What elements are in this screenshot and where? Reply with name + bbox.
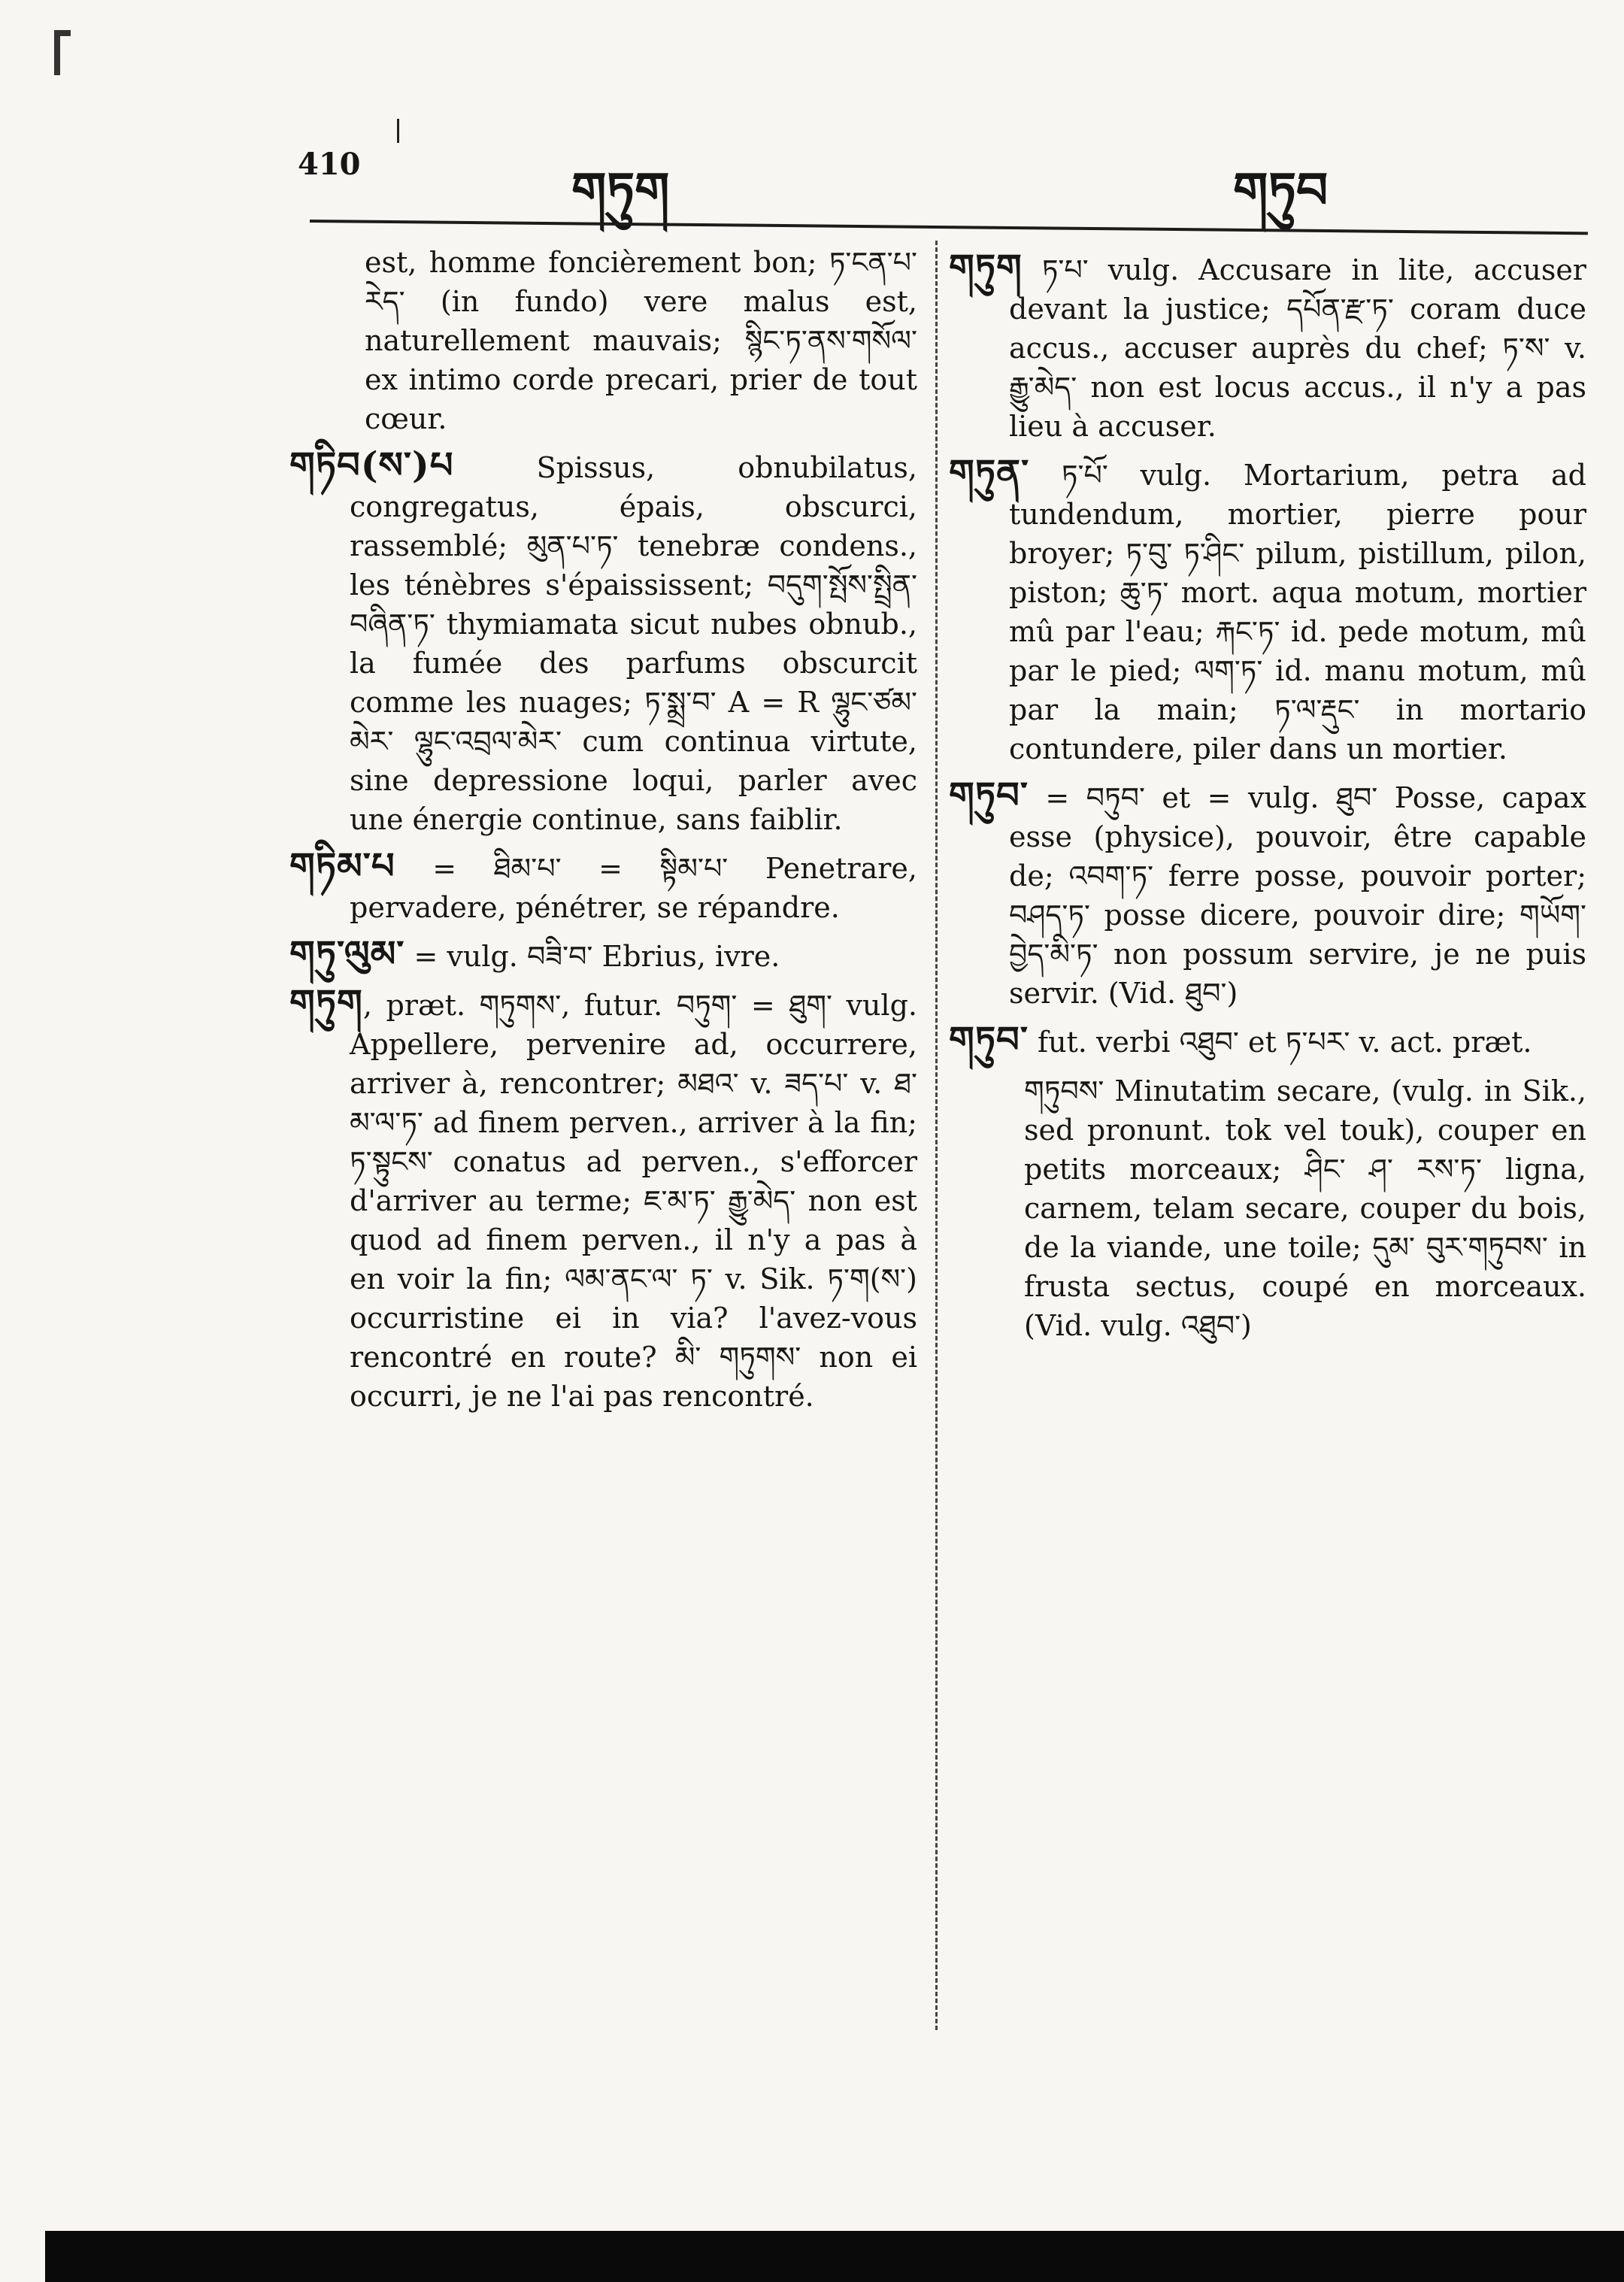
dictionary-entry [289,983,917,1416]
dictionary-entry [949,1069,1586,1345]
column-divider [935,241,938,2030]
dictionary-entry [289,446,917,839]
entry-text: གཏུབས་ Minutatim secare, (vulg. in Sik., sed pronunt. tok vel touk), couper en petits morceaux; ཤིང་ ཤ་ རས་ཏ་ ligna, carnem, telam secare, couper du bois, de la viande, une toile; དུམ་ བུར་གཏུབས་ in frusta sectus, coupé en morceaux. (Vid. vulg. འཐུབ་) [1024,1074,1586,1342]
right-column [949,248,1586,1353]
entry-text: = བཏུབ་ et = vulg. ཐུབ་ Posse, capax esse (physice), pouvoir, être capable de; འབག་ཏ་ ferre posse, pouvoir porter; བཤད་ཏ་ posse dicere, pouvoir dire; གཡོག་བྱེད་མི་ཏ་ non possum servire, je ne puis servir. (Vid. ཐུབ་) [1009,781,1586,1010]
page-number: 410 [298,147,361,182]
dictionary-entry [949,248,1586,446]
entry-headword: གཏུབ་ [949,774,1029,817]
entry-text: fut. verbi འཐུབ་ et ཏ་པར་ v. act. præt. [1038,1026,1532,1059]
left-column [289,241,917,1423]
entry-text: , præt. གཏུགས་, futur. བཏུག་ = ཐུག་ vulg. Appellere, pervenire ad, occurrere, arriver à, rencontrer; མཐའ་ v. ཟད་པ་ v. ཐ་མ་ལ་ཏ་ ad finem perven., arriver à la fin; ཏ་སྟུངས་ conatus ad perven., s'efforcer d'arriver au terme; ཇ་མ་ཏ་ རྒྱུ་མེད་ non est quod ad finem perven., il n'y a pas à en voir la fin; ལམ་ནང་ལ་ ཏ་ v. Sik. ཏ་ག(ས་) occurristine ei in via? l'avez-vous rencontré en route? མི་ གཏུགས་ non ei occurri, je ne l'ai pas rencontré. [350,989,917,1413]
entry-text: = vulg. བཟི་བ་ Ebrius, ivre. [414,940,780,973]
entry-headword: གཏུག [949,247,1023,289]
entry-text: = ཐིམ་པ་ = སྟིམ་པ་ Penetrare, pervadere, pénétrer, se répandre. [350,852,917,924]
entry-headword: གཏིབ(ས་)པ [289,444,454,486]
scan-edge-mark-top [54,30,71,36]
dictionary-entry [289,847,917,927]
entry-headword: གཏུབ་ [949,1019,1029,1061]
header-tick-mark [397,119,399,143]
entry-headword: གཏུ་ལུམ་ [289,933,405,975]
scan-bottom-band [45,2231,1624,2282]
dictionary-entry [289,935,917,976]
entry-headword: གཏིམ་པ [289,845,395,887]
entry-text: ཏ་པོ་ vulg. Mortarium, petra ad tundendum, mortier, pierre pour broyer; ཏ་བུ་ ཏ་ཤིང་ pilum, pistillum, pilon, piston; ཆུ་ཏ་ mort. aqua motum, mortier mû par l'eau; རྐང་ཏ་ id. pede motum, mû par le pied; ལག་ཏ་ id. manu motum, mû par la main; ཏ་ལ་རྡུང་ in mortario contundere, piler dans un mortier. [1009,459,1586,765]
running-head-right: གཏུབ [1233,161,1329,220]
header-rule [310,220,1588,235]
dictionary-entry [949,776,1586,1013]
entry-text: ཏ་པ་ vulg. Accusare in lite, accuser devant la justice; དཔོན་རྫ་ཏ་ coram duce accus., accuser auprès du chef; ཏ་ས་ v. རྒྱུ་མེད་ non est locus accus., il n'y a pas lieu à accuser. [1009,253,1586,443]
entry-headword: གཏུག [289,982,363,1024]
dictionary-entry [949,453,1586,768]
dictionary-entry [949,1020,1586,1062]
entry-text: est, homme foncièrement bon; ཏ་ངན་པ་རེད་ (in fundo) vere malus est, naturellement mauvais; སྙིང་ཏ་ནས་གསོལ་ ex intimo corde precari, prier de tout cœur. [365,246,917,435]
running-head-left: གཏུག [571,161,670,220]
dictionary-entry [289,241,917,438]
entry-text: Spissus, obnubilatus, congregatus, épais, obscurci, rassemblé; མུན་པ་ཏ་ tenebræ condens., les ténèbres s'épaississent; བདུག་སྤོས་སྤྲིན་བཞིན་ཏ་ thymiamata sicut nubes obnub., la fumée des parfums obscurcit comme les nuages; ཏ་སྨྲ་བ་ A = R ལྷུང་ཙམ་མེར་ ལྷུང་འབྲལ་མེར་ cum continua virtute, sine depressione loqui, parler avec une énergie continue, sans faiblir. [350,451,917,836]
entry-headword: གཏུན་ [949,452,1030,494]
scan-edge-mark [54,30,60,75]
